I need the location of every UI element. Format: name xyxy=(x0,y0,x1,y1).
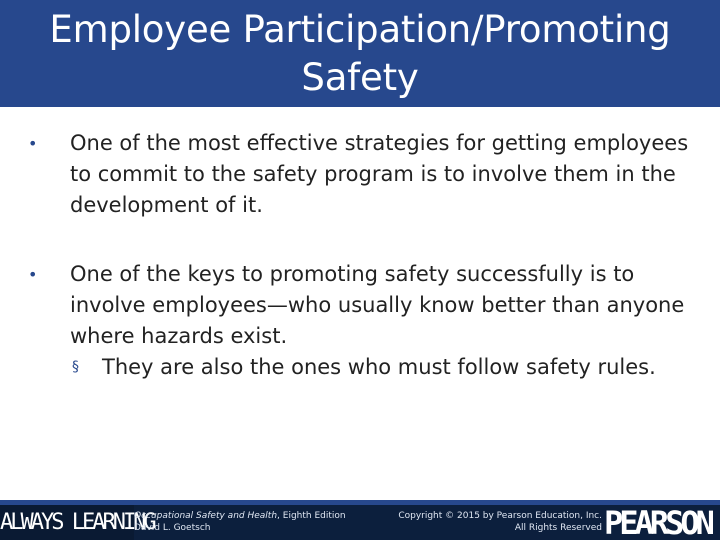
slide-title: Employee Participation/Promoting Safety xyxy=(49,7,671,99)
book-edition: , Eighth Edition xyxy=(277,511,346,521)
copyright-notice xyxy=(390,510,602,534)
bullet-1 xyxy=(28,128,700,221)
sub-bullet-1-marker: § xyxy=(72,359,79,375)
always-learning-logo: ALWAYS LEARNING xyxy=(0,505,134,540)
slide-content xyxy=(28,128,700,383)
book-author: David L. Goetsch xyxy=(134,523,211,533)
book-citation xyxy=(134,510,346,534)
title-bar xyxy=(0,0,720,107)
footer-bar xyxy=(0,500,720,540)
pearson-logo: PEARSON xyxy=(604,504,711,542)
copyright-line-2: All Rights Reserved xyxy=(514,523,602,533)
bullet-2-marker: • xyxy=(28,265,38,284)
bullet-2-text: One of the keys to promoting safety successfully is to involve employees—who usually know better than anyone where hazards exist. xyxy=(70,262,685,348)
sub-bullet-1 xyxy=(28,352,700,383)
copyright-line-1: Copyright © 2015 by Pearson Education, Inc. xyxy=(398,511,602,521)
sub-bullet-1-text: They are also the ones who must follow safety rules. xyxy=(102,355,656,379)
bullet-2 xyxy=(28,259,700,352)
bullet-1-marker: • xyxy=(28,134,38,153)
bullet-1-text: One of the most effective strategies for getting employees to commit to the safety program is to involve them in the development of it. xyxy=(70,131,689,217)
book-title: Occupational Safety and Health xyxy=(134,511,278,521)
